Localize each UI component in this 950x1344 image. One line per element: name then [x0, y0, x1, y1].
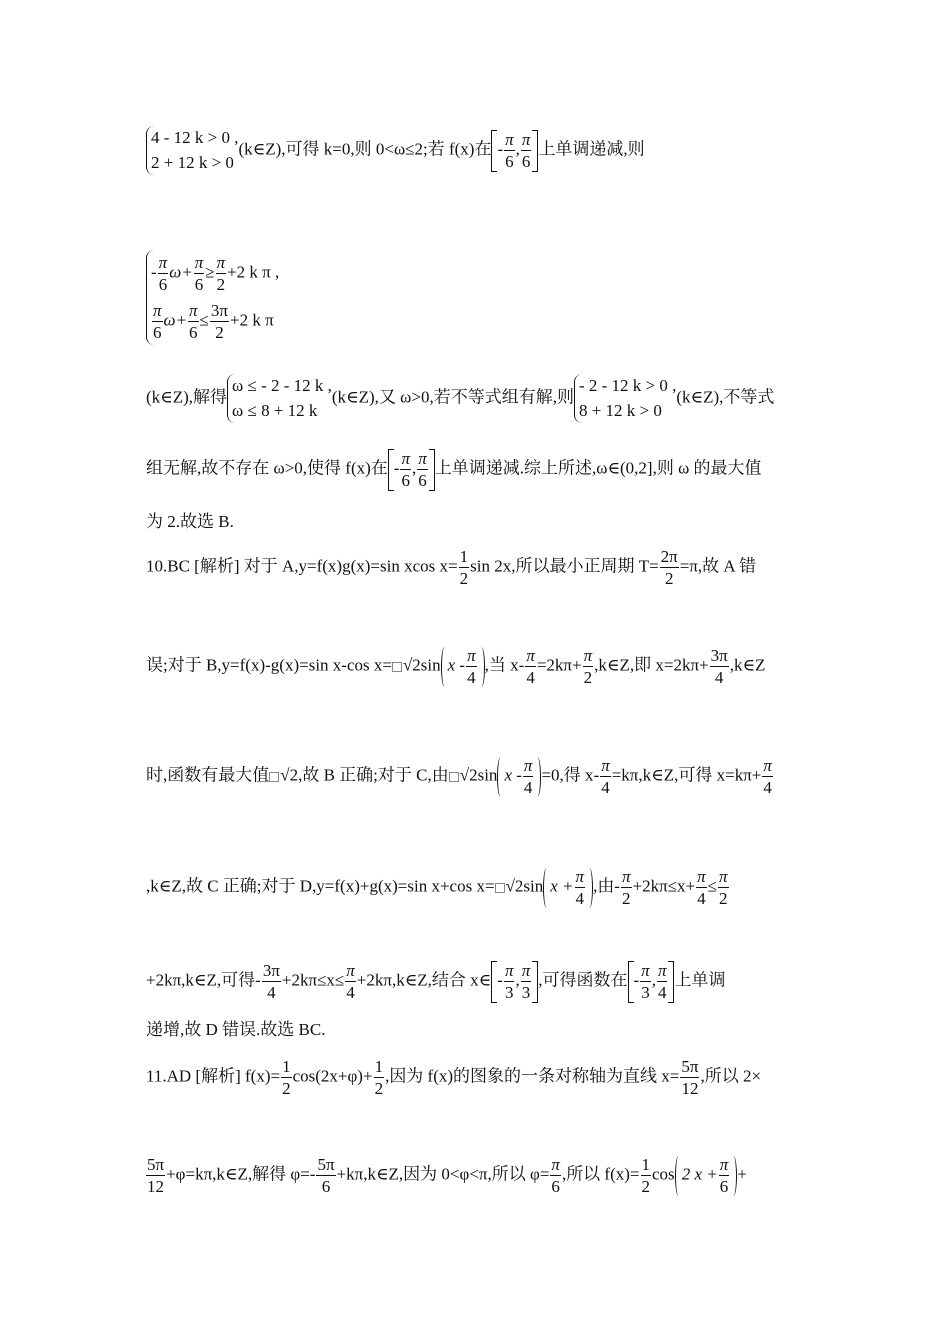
- placeholder-icon: [269, 772, 279, 782]
- numerator: π: [153, 300, 162, 320]
- line-7: [146, 645, 765, 689]
- numerator: π: [551, 1155, 560, 1174]
- numerator: 3π: [210, 300, 229, 322]
- term: 2 x +: [681, 1164, 718, 1184]
- denominator: 4: [763, 778, 772, 798]
- denominator: 6: [321, 1177, 331, 1197]
- numerator: π: [583, 646, 593, 665]
- fraction: [575, 866, 586, 910]
- fraction: [400, 448, 411, 492]
- system-row: 8 + 12 k > 0: [578, 400, 662, 420]
- system-row: [151, 298, 279, 346]
- paren-left: [441, 647, 448, 687]
- denominator: 3: [504, 983, 514, 1003]
- fraction: [504, 960, 515, 1004]
- text: 上单调递减.综上所述,ω∈(0,2],则 ω 的最大值: [434, 458, 762, 478]
- sqrt: √2: [280, 765, 299, 785]
- paren-left: [675, 1156, 682, 1196]
- numerator: π: [467, 646, 476, 665]
- line-2: [146, 250, 279, 345]
- denominator: 3: [641, 983, 650, 1003]
- minus-sign: -: [497, 139, 504, 159]
- denominator: 6: [521, 152, 531, 172]
- numerator: 1: [374, 1056, 385, 1078]
- numerator: π: [621, 867, 631, 886]
- fraction: [696, 866, 707, 910]
- numerator: 2π: [660, 546, 679, 568]
- text: (k∈Z),可得 k=0,则 0<ω≤2;若 f(x)在: [238, 139, 492, 159]
- sqrt: √2: [402, 655, 421, 675]
- numerator: π: [526, 646, 535, 665]
- system-row: 4 - 12 k > 0 ,: [151, 128, 239, 147]
- denominator: 6: [153, 322, 162, 342]
- text: cos(2x+φ)+: [292, 1066, 373, 1086]
- fraction: [466, 645, 477, 689]
- numerator: π: [346, 961, 355, 980]
- function: sin: [523, 876, 544, 896]
- denominator: 4: [467, 668, 476, 688]
- comma: ,: [651, 970, 656, 990]
- denominator: 4: [267, 983, 276, 1003]
- numerator: 5π: [680, 1056, 699, 1078]
- fraction: [680, 1056, 699, 1100]
- denominator: 12: [681, 1079, 699, 1099]
- numerator: π: [719, 1155, 729, 1174]
- numerator: 1: [641, 1154, 652, 1176]
- function: cos: [652, 1164, 675, 1184]
- denominator: 2: [215, 322, 224, 342]
- denominator: 6: [551, 1177, 560, 1197]
- fraction: [345, 960, 356, 1004]
- text: ,故 B 正确;对于 C,由: [298, 765, 449, 785]
- text: ,可得函数在: [538, 970, 628, 990]
- denominator: 12: [147, 1177, 165, 1197]
- fraction: [660, 546, 679, 590]
- line-10: [146, 960, 725, 1004]
- system-row: ω ≤ - 2 - 12 k ,: [232, 376, 332, 395]
- denominator: 2: [216, 275, 226, 295]
- text: +: [737, 1164, 747, 1184]
- text: 组无解,故不存在 ω>0,使得 f(x)在: [146, 458, 388, 478]
- paren-right: [478, 647, 485, 687]
- fraction: [641, 1154, 652, 1198]
- text: +2kπ,k∈Z,可得-: [146, 970, 261, 990]
- text: 时,函数有最大值: [146, 765, 270, 785]
- text: ,当 x-: [484, 655, 525, 675]
- text: ,所以 f(x)=: [561, 1164, 640, 1184]
- minus-sign: -: [393, 458, 400, 478]
- function: sin: [420, 655, 441, 675]
- text: (k∈Z),又 ω>0,若不等式组有解,则: [331, 387, 574, 407]
- numerator: 1: [459, 546, 470, 568]
- numerator: π: [401, 449, 410, 468]
- text: 上单调: [674, 970, 726, 990]
- numerator: π: [521, 129, 531, 149]
- denominator: 6: [189, 322, 198, 342]
- fraction: [718, 866, 729, 910]
- numerator: π: [575, 867, 585, 886]
- text: 误;对于 B,y=f(x)-g(x)=sin x-cos x=: [146, 655, 392, 675]
- denominator: 4: [697, 889, 706, 909]
- denominator: 4: [657, 983, 667, 1003]
- line-5: [146, 513, 234, 530]
- fraction: [640, 960, 651, 1004]
- term: +2 k π ,: [227, 262, 280, 282]
- fraction: [210, 300, 229, 344]
- denominator: 2: [641, 1177, 651, 1197]
- denominator: 4: [523, 778, 533, 798]
- line-4: [146, 448, 762, 492]
- fraction: [262, 960, 281, 1004]
- term: x +: [550, 876, 574, 896]
- system-row: ω ≤ 8 + 12 k: [232, 400, 318, 420]
- numerator: π: [158, 253, 168, 272]
- fraction: [152, 300, 163, 344]
- line-6: [146, 546, 756, 590]
- fraction: [583, 645, 594, 689]
- denominator: 4: [526, 668, 535, 688]
- term: ω+: [169, 262, 193, 282]
- text: ≤: [707, 876, 717, 896]
- numerator: 3π: [262, 960, 281, 982]
- denominator: 6: [401, 471, 410, 491]
- comma: ,: [515, 970, 520, 990]
- text: ,因为 f(x)的图象的一条对称轴为直线 x=: [385, 1066, 680, 1086]
- fraction: [158, 252, 169, 296]
- inequality-system-1: [146, 126, 239, 175]
- fraction: [621, 866, 632, 910]
- minus-sign: -: [497, 970, 503, 990]
- text: +kπ,k∈Z,因为 0<φ<π,所以 φ=: [336, 1164, 550, 1184]
- term: +2 k π: [229, 310, 274, 330]
- text: +φ=kπ,k∈Z,解得 φ=-: [166, 1164, 316, 1184]
- denominator: 2: [664, 569, 674, 589]
- denominator: 4: [601, 778, 610, 798]
- numerator: π: [194, 253, 204, 272]
- fraction: [281, 1056, 292, 1100]
- minus-sign: -: [151, 262, 157, 282]
- text: =kπ,k∈Z,可得 x=kπ+: [611, 765, 762, 785]
- text: 递增,故 D 错误.故选 BC.: [146, 1020, 326, 1039]
- system-row: - 2 - 12 k > 0 ,: [578, 376, 677, 395]
- numerator: 5π: [146, 1154, 165, 1176]
- numerator: π: [601, 756, 610, 775]
- term: x -: [447, 655, 466, 675]
- line-3: [146, 374, 774, 423]
- fraction: [374, 1056, 385, 1100]
- text: ,k∈Z,故 C 正确;对于 D,y=f(x)+g(x)=sin x+cos x=: [146, 876, 495, 896]
- sqrt: √2: [505, 876, 524, 896]
- fraction: [550, 1154, 561, 1198]
- relation: ≤: [199, 310, 209, 330]
- numerator: π: [216, 253, 226, 272]
- text: ,所以 2×: [700, 1066, 762, 1086]
- text: 11.AD [解析] f(x)=: [146, 1066, 281, 1086]
- denominator: 2: [459, 569, 469, 589]
- text: 10.BC [解析] 对于 A,y=f(x)g(x)=sin xcos x=: [146, 556, 458, 576]
- numerator: 1: [281, 1056, 292, 1078]
- placeholder-icon: [495, 883, 505, 893]
- numerator: π: [418, 449, 427, 468]
- denominator: 2: [719, 889, 728, 909]
- text: ,k∈Z: [729, 655, 766, 675]
- numerator: π: [697, 867, 706, 886]
- line-8: [146, 755, 774, 799]
- line-13: [146, 1154, 747, 1198]
- denominator: 6: [194, 275, 204, 295]
- text: +2kπ≤x≤: [281, 970, 345, 990]
- minus-sign: -: [633, 970, 640, 990]
- fraction: [719, 1154, 730, 1198]
- fraction: [146, 1154, 165, 1198]
- fraction: [459, 546, 470, 590]
- relation: ≥: [205, 262, 215, 282]
- line-12: [146, 1056, 761, 1100]
- line-1: [146, 126, 645, 175]
- system-row: 2 + 12 k > 0: [151, 152, 234, 172]
- sqrt: √2: [459, 765, 478, 785]
- inequality-system-4: [574, 374, 676, 423]
- numerator: π: [657, 961, 667, 980]
- numerator: π: [641, 961, 650, 980]
- comma: ,: [515, 139, 520, 159]
- inequality-system-2: [146, 250, 279, 345]
- line-9: [146, 866, 730, 910]
- inequality-system-3: [227, 374, 332, 423]
- fraction: [216, 252, 227, 296]
- denominator: 6: [505, 152, 514, 172]
- numerator: 3π: [710, 645, 729, 667]
- denominator: 6: [719, 1177, 729, 1197]
- text: (k∈Z),不等式: [676, 387, 775, 407]
- denominator: 2: [622, 889, 631, 909]
- denominator: 2: [374, 1079, 384, 1099]
- fraction: [521, 129, 532, 173]
- placeholder-icon: [449, 772, 459, 782]
- numerator: π: [523, 756, 533, 775]
- denominator: 4: [575, 889, 585, 909]
- fraction: [523, 755, 534, 799]
- function: sin: [477, 765, 498, 785]
- placeholder-icon: [392, 662, 402, 672]
- fraction: [657, 960, 668, 1004]
- denominator: 2: [282, 1079, 291, 1099]
- text: =2kπ+: [536, 655, 582, 675]
- fraction: [188, 300, 199, 344]
- denominator: 6: [158, 275, 168, 295]
- fraction: [521, 960, 532, 1004]
- numerator: π: [504, 961, 514, 980]
- term: ω+: [163, 310, 188, 330]
- fraction: [525, 645, 536, 689]
- numerator: 5π: [316, 1154, 335, 1176]
- text: ,k∈Z,即 x=2kπ+: [594, 655, 709, 675]
- denominator: 6: [418, 471, 427, 491]
- numerator: π: [505, 129, 514, 149]
- text: =π,故 A 错: [679, 556, 757, 576]
- text: sin 2x,所以最小正周期 T=: [470, 556, 659, 576]
- fraction: [316, 1154, 335, 1198]
- term: x -: [504, 765, 522, 785]
- fraction: [762, 755, 773, 799]
- fraction: [417, 448, 428, 492]
- line-11: [146, 1021, 325, 1038]
- numerator: π: [763, 756, 772, 775]
- denominator: 4: [714, 668, 724, 688]
- comma: ,: [411, 458, 417, 478]
- fraction: [600, 755, 611, 799]
- fraction: [194, 252, 205, 296]
- numerator: π: [189, 300, 198, 320]
- text: (k∈Z),解得: [146, 387, 228, 407]
- denominator: 4: [346, 983, 355, 1003]
- system-row: [151, 250, 279, 298]
- text: ,由-: [593, 876, 620, 896]
- numerator: π: [718, 867, 728, 886]
- denominator: 2: [583, 668, 593, 688]
- fraction: [504, 129, 515, 173]
- text: 上单调递减,则: [538, 139, 645, 159]
- text: =0,得 x-: [541, 765, 600, 785]
- fraction: [710, 645, 729, 689]
- text: +2kπ,k∈Z,结合 x∈: [356, 970, 492, 990]
- denominator: 3: [521, 983, 531, 1003]
- text: 为 2.故选 B.: [146, 512, 234, 531]
- numerator: π: [521, 961, 531, 980]
- paren-right: [586, 868, 593, 908]
- text: +2kπ≤x+: [632, 876, 696, 896]
